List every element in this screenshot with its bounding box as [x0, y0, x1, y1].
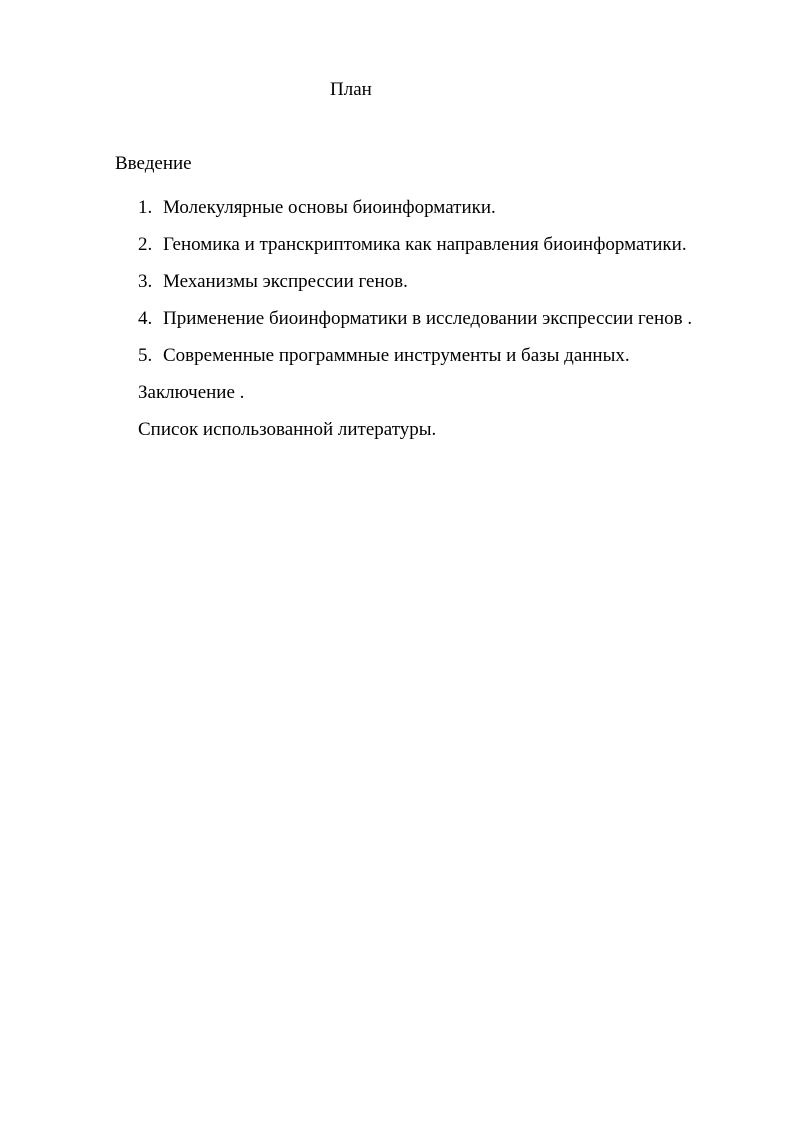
intro-heading: Введение	[115, 153, 192, 174]
toc-item-number: 2.	[138, 234, 153, 255]
toc-item-text: Молекулярные основы биоинформатики.	[163, 197, 496, 218]
toc-item-2	[138, 226, 742, 263]
toc-item-3	[138, 263, 742, 300]
toc-item-1	[138, 189, 742, 226]
toc-item-text: Геномика и транскриптомика как направления биоинформатики.	[163, 234, 687, 255]
references-heading: Список использованной литературы.	[138, 419, 437, 440]
conclusion-heading: Заключение .	[138, 382, 245, 403]
toc-item-5	[138, 337, 742, 374]
toc-item-text: Механизмы экспрессии генов.	[163, 271, 408, 292]
toc-item-number: 4.	[138, 308, 153, 329]
page-title: План	[330, 79, 372, 100]
toc-item-text: Применение биоинформатики в исследовании экспрессии генов .	[163, 308, 693, 329]
table-of-contents	[138, 189, 742, 448]
toc-item-number: 3.	[138, 271, 153, 292]
toc-item-text: Современные программные инструменты и базы данных.	[163, 345, 630, 366]
toc-item-4	[138, 300, 742, 337]
toc-item-number: 1.	[138, 197, 153, 218]
toc-item-number: 5.	[138, 345, 153, 366]
